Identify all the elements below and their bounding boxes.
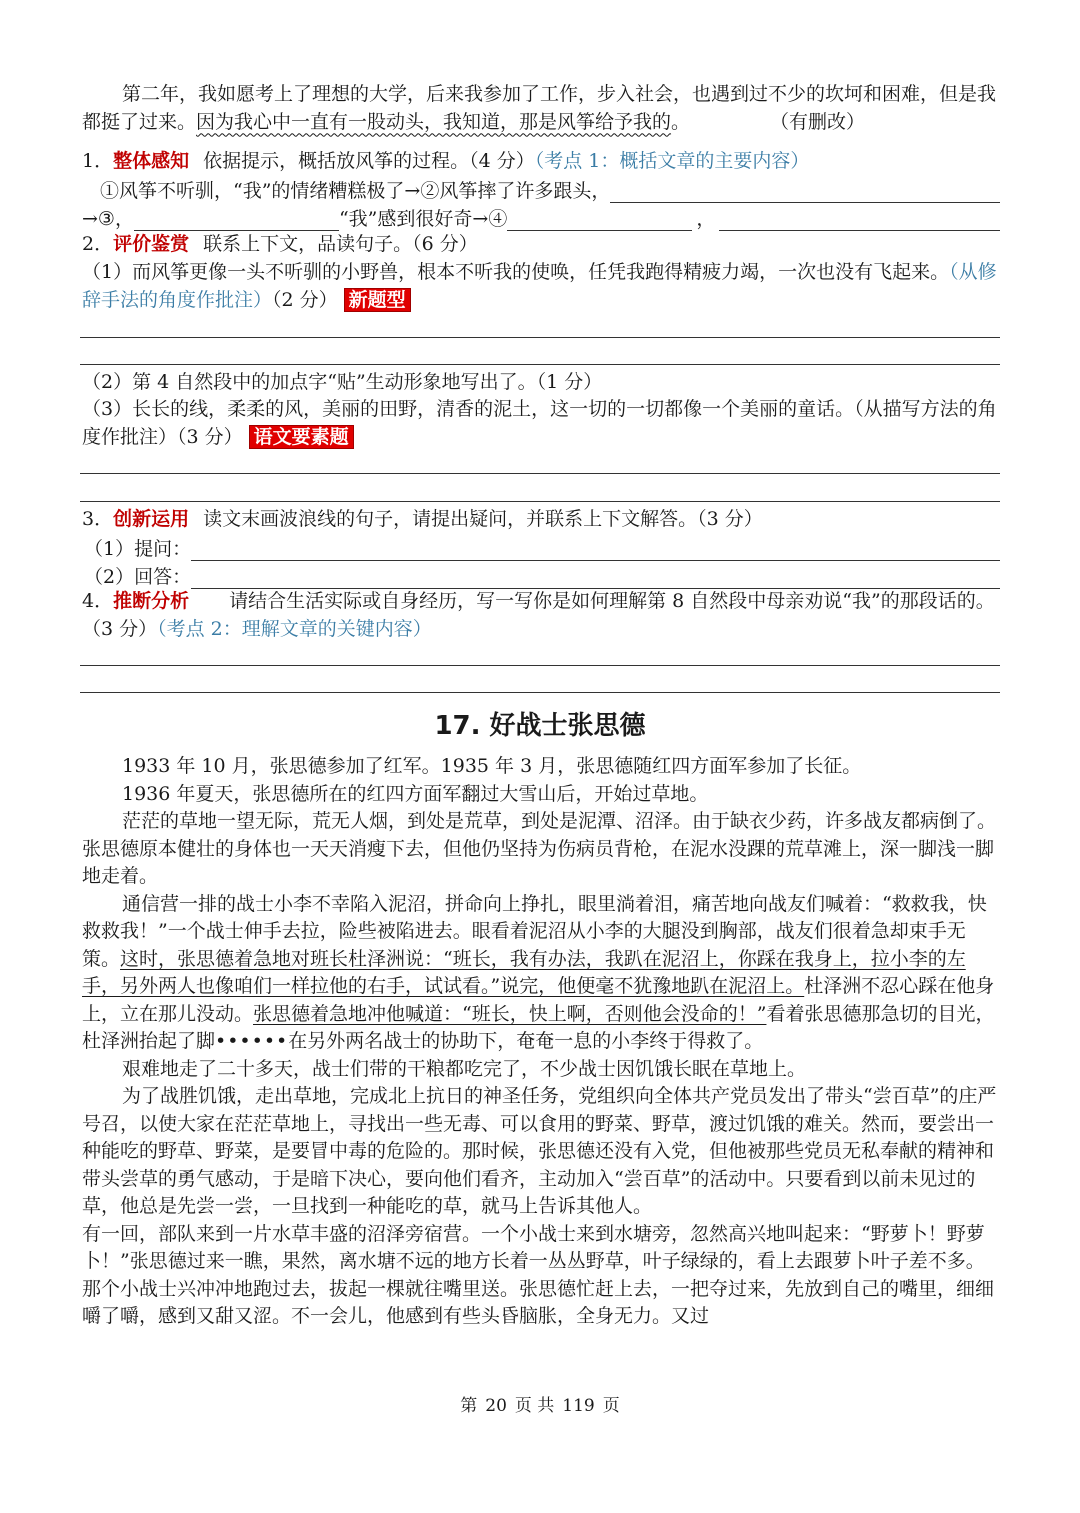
q2-s1-score: （2 分） — [272, 288, 338, 311]
q1-answer-blank-4b[interactable] — [719, 210, 1000, 231]
intro-text: 第二年，我如愿考上了理想的大学，后来我参加了工作，步入社会，也遇到过不少的坎坷和困难，但是我都挺了过来。 — [82, 83, 997, 133]
q3-label: 创新运用 — [113, 508, 190, 530]
question-2 — [82, 231, 1000, 259]
q1-step3-text: “我”感到很好奇→④ — [338, 208, 508, 230]
q2-text: 联系上下文，品读句子。（6 分） — [203, 233, 478, 255]
q3-ask-label: （1）提问： — [84, 538, 192, 560]
answer-line[interactable] — [80, 665, 1000, 666]
ellipsis: •••••• — [215, 1030, 289, 1052]
answer-line[interactable] — [80, 501, 1000, 502]
footer-suffix: 页 — [602, 1396, 620, 1416]
wavy-underlined-sentence: 因为我心中一直有一股动头，我知道，那是风筝给予我的 — [196, 110, 672, 133]
q2-s2-text: （2）第 4 自然段中的加点字“贴”生动形象地写出了。（1 分） — [82, 371, 603, 393]
q1-line1 — [100, 176, 1000, 203]
q1-comma: ， — [696, 208, 716, 230]
footer-mid: 页 共 — [514, 1396, 555, 1416]
q3-number: 3． — [82, 508, 114, 530]
q1-hint: （考点 1：概括文章的主要内容） — [534, 150, 810, 172]
answer-line[interactable] — [80, 692, 1000, 693]
q1-answer-blank-2[interactable] — [610, 182, 1000, 203]
q2-sub1 — [82, 259, 1000, 314]
q1-line2 — [82, 204, 1000, 231]
language-element-badge: 语文要素题 — [249, 425, 354, 449]
q2-s1-hint: （从修辞手法的角度作批注） — [82, 261, 997, 311]
question-4 — [82, 588, 1000, 643]
q2-s1-text: （1）而风筝更像一头不听驯的小野兽，根本不听我的使唤，任凭我跑得精疲力竭，一次也没有飞起来。 — [82, 261, 950, 283]
underlined-sentence: 这时，张思德着急地对班长杜泽洲说：“班长，我有办法，我趴在泥沼上，你踩在我身上，拉小李的左手，另外两人也像咱们一样拉他的右手，试试看。”说完，他便毫不犹豫地趴在泥沼上。 — [82, 947, 966, 997]
total-pages: 119 — [562, 1396, 595, 1416]
q2-sub3 — [82, 396, 1000, 451]
underlined-sentence: 张思德着急地冲他喊道：“班长，快上啊，否则他会没命的！” — [253, 1002, 767, 1025]
question-3 — [82, 506, 1000, 534]
page-footer — [0, 1391, 1080, 1416]
edit-note: （有删改） — [770, 110, 866, 133]
footer-prefix: 第 — [460, 1396, 478, 1416]
q4-number: 4． — [82, 590, 114, 612]
q4-label: 推断分析 — [113, 590, 190, 612]
p4-text-a: 通信营一排的战士小李不幸陷入泥沼，拼命向上挣扎，眼里淌着泪，痛苦地向战友们喊着：“救救我，快救救我！”一个战士伸手去拉，险些被陷进去。眼看着泥沼从小李的大腿没到胸部，战友们很着急却束手无策。 — [82, 892, 987, 970]
answer-line[interactable] — [80, 337, 1000, 338]
q3-text: 读文末画波浪线的句子，请提出疑问，并联系上下文解答。（3 分） — [203, 508, 763, 530]
q4-hint: （考点 2：理解文章的关键内容） — [157, 617, 432, 640]
article-paragraph: 1936 年夏天，张思德所在的红四方面军翻过大雪山后，开始过草地。 — [122, 782, 709, 805]
q1-text: 依据提示，概括放风筝的过程。（4 分） — [203, 150, 535, 172]
answer-line[interactable] — [80, 473, 1000, 474]
q3-answer-row — [84, 562, 1000, 589]
page-number: 20 — [485, 1396, 507, 1416]
article-paragraph: 茫茫的草地一望无际，荒无人烟，到处是荒草，到处是泥潭、沼泽。由于缺衣少药，许多战友都病倒了。张思德原本健壮的身体也一天天消瘦下去，但他仍坚持为伤病员背枪，在泥水没踝的荒草滩上，深一脚浅一脚地走着。 — [82, 810, 997, 887]
question-1 — [82, 148, 1000, 176]
q3-answer-blank[interactable] — [191, 568, 1000, 589]
q1-step3-label: →③， — [82, 208, 134, 230]
article-paragraph: 为了战胜饥饿，走出草地，完成北上抗日的神圣任务，党组织向全体共产党员发出了带头“尝百草”的庄严号召，以使大家在茫茫草地上，寻找出一些无毒、可以食用的野菜、野草，渡过饥饿的难关。然而，要尝出一种能吃的野草、野菜，是要冒中毒的危险的。那时候，张思德还没有入党，但他被那些党员无私奉献的精神和带头尝草的勇气感动，于是暗下决心，要向他们看齐，主动加入“尝百草”的活动中。只要看到以前未见过的草，他总是先尝一尝，一旦找到一种能吃的草，就马上告诉其他人。 — [82, 1085, 997, 1217]
p4-text-d: 在另外两名战士的协助下，奄奄一息的小李终于得救了。 — [288, 1030, 764, 1052]
q1-answer-blank-3[interactable] — [134, 210, 339, 231]
q4-text: 请结合生活实际或自身经历，写一写你是如何理解第 8 自然段中母亲劝说“我”的那段话的。（3 分） — [82, 590, 995, 640]
article-paragraph: 艰难地走了二十多天，战士们带的干粮都吃完了，不少战士因饥饿长眠在草地上。 — [122, 1057, 807, 1080]
article-title: 17. 好战士张思德 — [434, 711, 646, 741]
q2-number: 2． — [82, 233, 114, 255]
intro-period: 。 — [671, 110, 691, 133]
article-body — [82, 753, 1000, 1331]
q2-label: 评价鉴赏 — [113, 233, 190, 255]
p4-text-c: 看着张思德那急切的目光，杜泽洲抬起了脚 — [82, 1002, 995, 1052]
article-paragraph: 1933 年 10 月，张思德参加了红军。1935 年 3 月，张思德随红四方面军参加了长征。 — [122, 755, 862, 777]
q3-ask-blank[interactable] — [191, 540, 1000, 561]
intro-paragraph — [82, 81, 1000, 136]
p4-text-b: 杜泽洲不忍心踩在他身上，立在那儿没动。 — [82, 975, 995, 1025]
q1-step-text: ①风筝不听驯，“我”的情绪糟糕极了→②风筝摔了许多跟头， — [100, 180, 611, 202]
q1-number: 1． — [82, 150, 114, 172]
q1-label: 整体感知 — [113, 150, 190, 172]
answer-line[interactable] — [80, 364, 1000, 365]
new-question-type-badge: 新题型 — [344, 288, 411, 312]
q3-answer-label: （2）回答： — [84, 566, 192, 588]
q2-sub2 — [82, 369, 1000, 397]
q2-s3-text: （3）长长的线，柔柔的风，美丽的田野，清香的泥土，这一切的一切都像一个美丽的童话。（从描写方法的角度作批注）（3 分） — [82, 398, 997, 448]
article-paragraph: 有一回，部队来到一片水草丰盛的沼泽旁宿营。一个小战士来到水塘旁，忽然高兴地叫起来：“野萝卜！野萝卜！”张思德过来一瞧，果然，离水塘不远的地方长着一丛丛野草，叶子绿绿的，看上去跟萝卜叶子差不多。那个小战士兴冲冲地跑过去，拔起一棵就往嘴里送。张思德忙赶上去，一把夺过来，先放到自己的嘴里，细细嚼了嚼，感到又甜又涩。不一会儿，他感到有些头昏脑胀，全身无力。又过 — [82, 1222, 995, 1327]
q1-answer-blank-4a[interactable] — [507, 210, 692, 231]
article-paragraph — [82, 891, 1000, 1056]
q3-ask-row — [84, 534, 1000, 561]
